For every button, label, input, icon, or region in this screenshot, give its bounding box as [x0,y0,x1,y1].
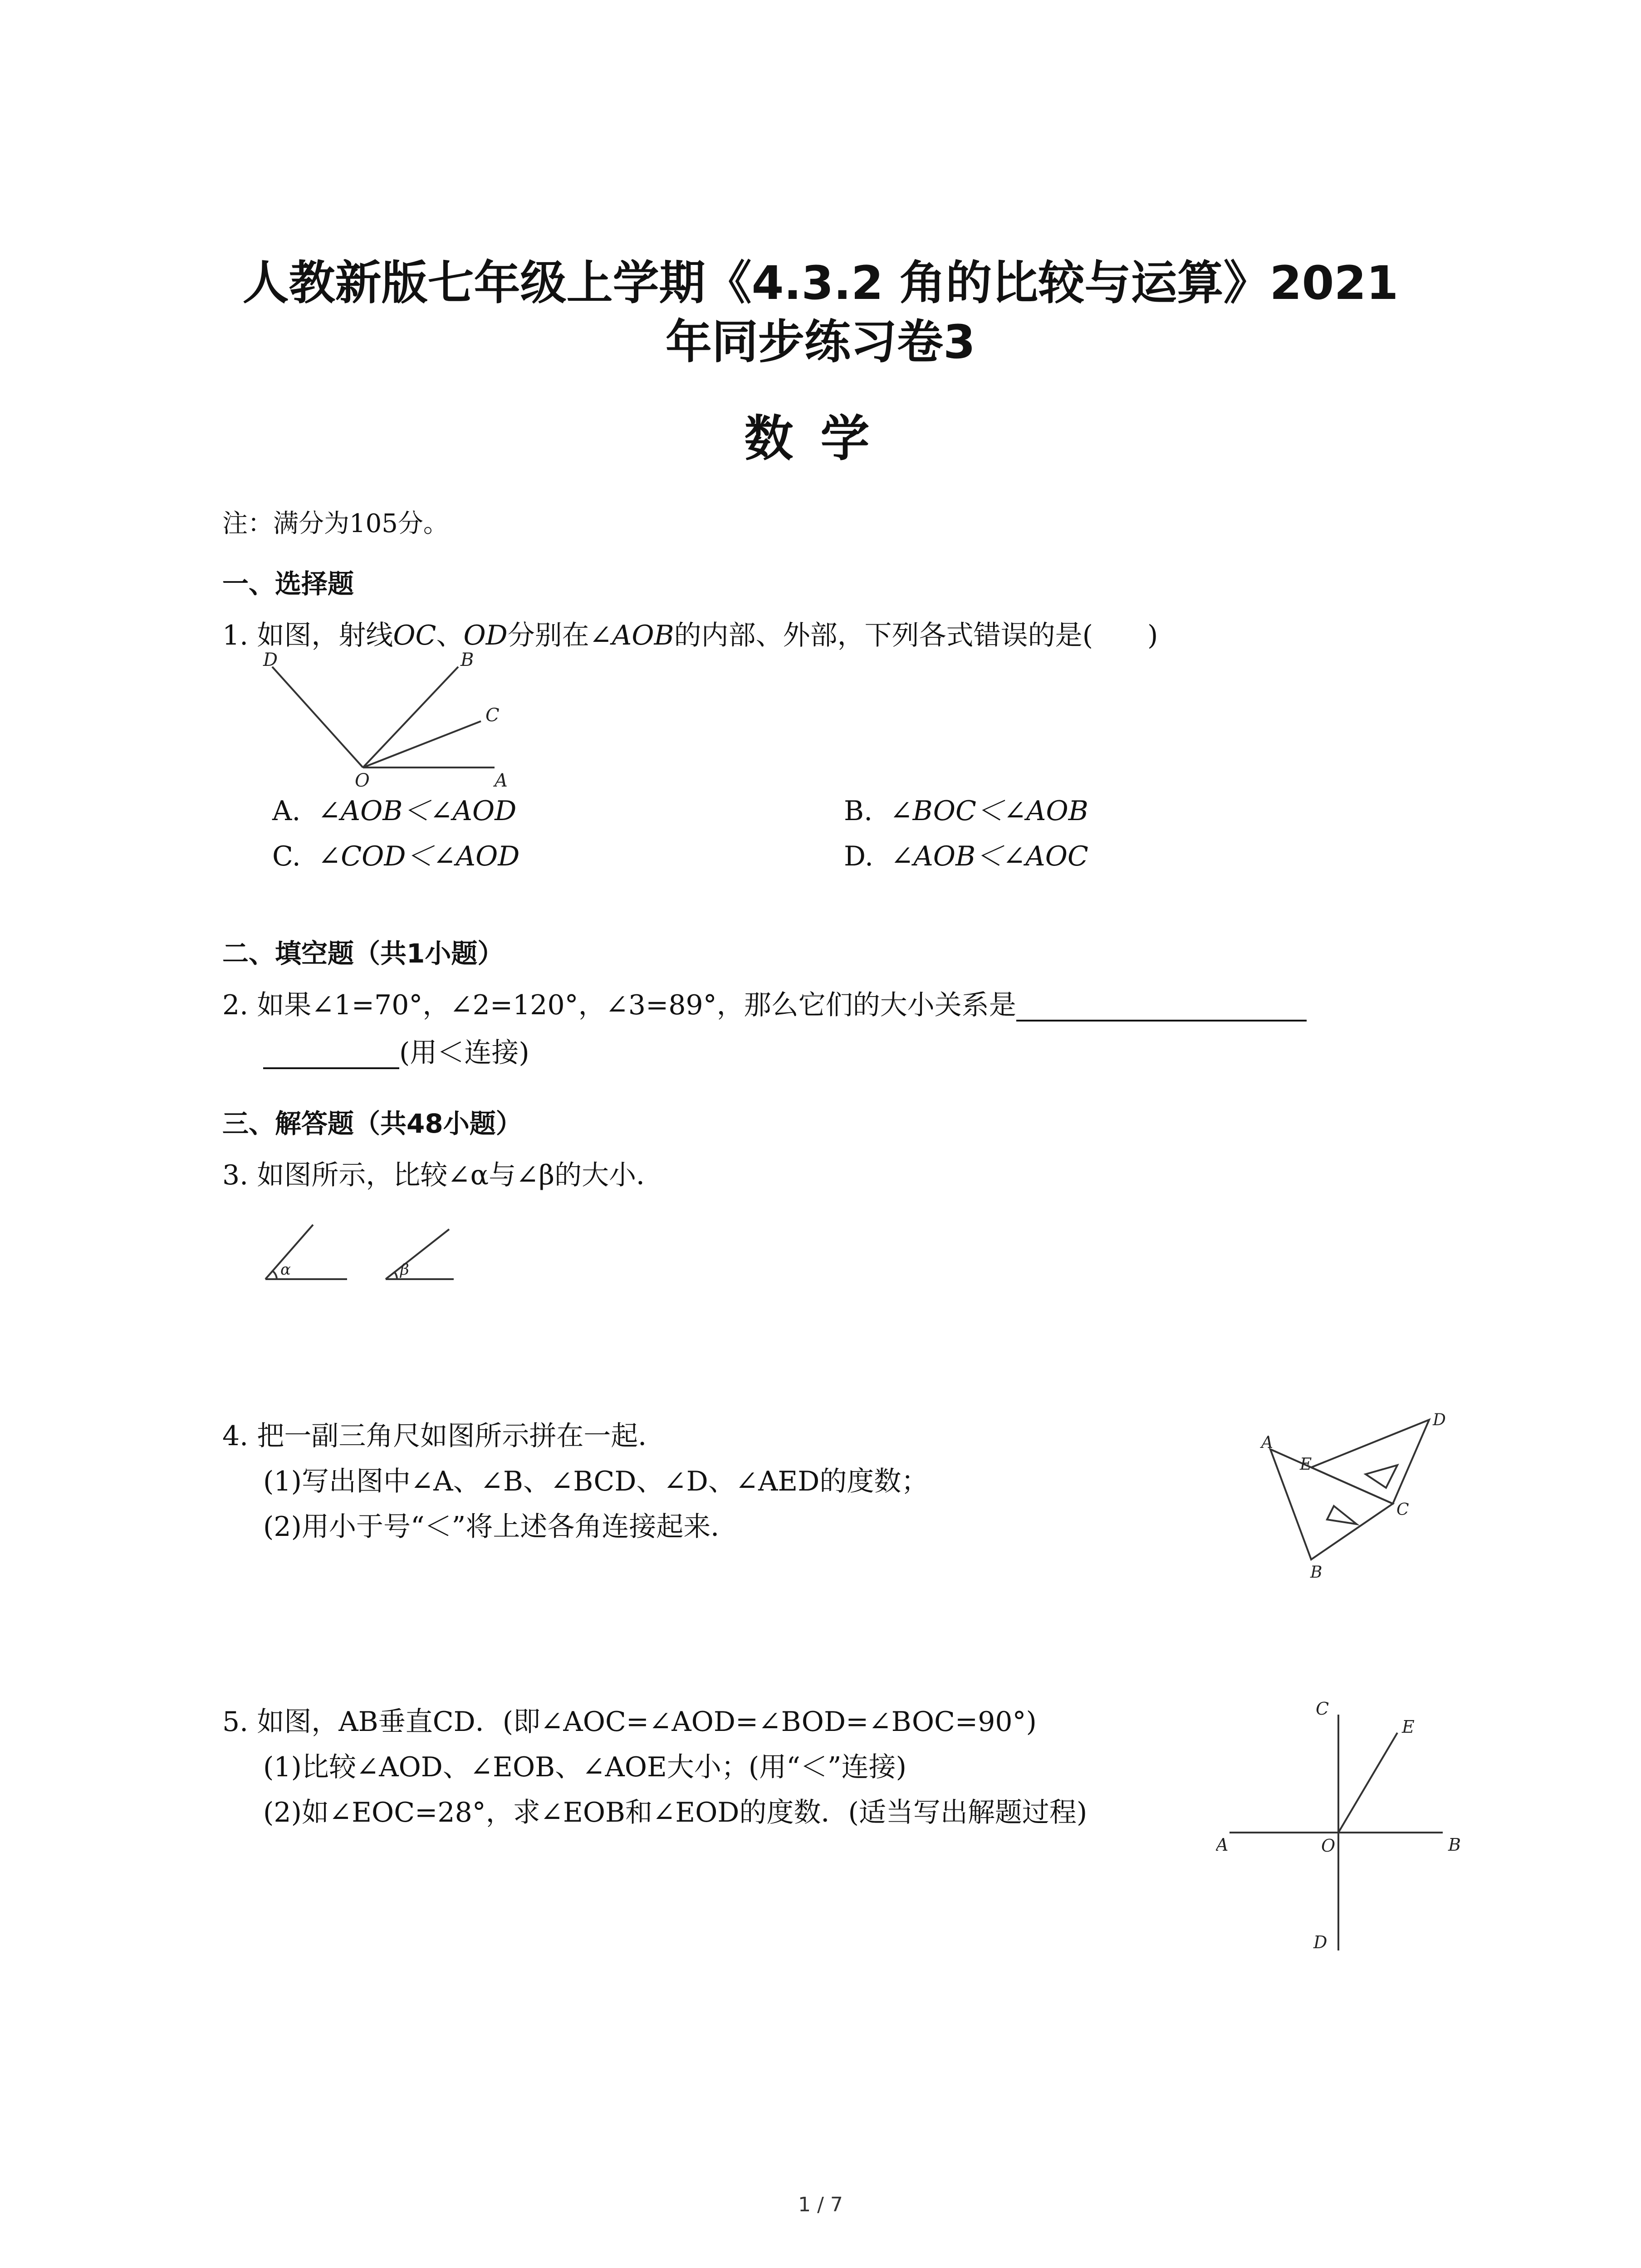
q1-od: OD [463,620,508,651]
label-e: E [1402,1717,1415,1737]
option-d-label: D. [844,841,874,872]
option-b-value: ∠BOC＜∠AOB [890,795,1088,827]
label-b: B [1448,1835,1461,1855]
question-5-line-2: (1)比较∠AOD、∠EOB、∠AOE大小；(用“＜”连接) [263,1751,906,1783]
q2-text: 2. 如果∠1=70°，∠2=120°，∠3=89°，那么它们的大小关系是 [222,989,1016,1021]
label-a: A [1261,1433,1273,1452]
q1-aob: AOB [612,620,674,651]
q5-perpendicular-figure [1216,1696,1470,1960]
label-a: A [495,770,508,791]
label-d: D [1433,1411,1446,1429]
label-b: B [1310,1563,1323,1579]
question-4-line-3: (2)用小于号“＜”将上述各角连接起来． [263,1511,738,1543]
option-a[interactable] [272,789,516,828]
q1-text-post: 的内部、外部，下列各式错误的是( ) [674,620,1158,651]
option-c-label: C. [272,841,301,872]
label-o: O [1321,1836,1336,1856]
question-5-line-3: (2)如∠EOC=28°，求∠EOB和∠EOD的度数．(适当写出解题过程) [263,1797,1087,1828]
option-c-value: ∠COD＜∠AOD [318,841,520,872]
question-4-line-2: (1)写出图中∠A、∠B、∠BCD、∠D、∠AED的度数； [263,1466,929,1497]
score-note: 注：满分为105分。 [222,509,449,538]
q4-triangle-rulers-figure [1243,1406,1461,1579]
q2-tail: (用＜连接) [399,1037,529,1069]
label-o: O [355,770,370,791]
q1-text-mid: 分别在∠ [507,620,612,651]
section-choice-heading: 一、选择题 [222,568,354,599]
label-d: D [263,650,278,670]
subject-heading: 数学 [744,411,897,467]
beta-label: β [400,1261,409,1279]
option-b[interactable] [844,789,1088,828]
q2-answer-blank-cont[interactable] [263,1039,399,1069]
ray-oc [363,721,481,767]
triangle-ruler-ecd [1311,1420,1429,1504]
q3-angles-figure [254,1216,463,1288]
option-b-label: B. [844,795,873,827]
option-c[interactable] [272,835,519,874]
page-number: 1 / 7 [798,2193,843,2216]
q1-angle-figure [254,649,535,794]
label-e: E [1300,1455,1312,1474]
ray-ob [363,667,458,767]
page-title-line-1: 人教新版七年级上学期《4.3.2 角的比较与运算》2021 [242,256,1399,310]
section-answer-heading: 三、解答题（共48小题） [222,1108,522,1139]
question-4-line-1: 4. 把一副三角尺如图所示拼在一起． [222,1420,666,1452]
label-c: C [1396,1501,1409,1519]
triangle-ruler-abc [1270,1449,1393,1559]
alpha-label: α [280,1261,291,1279]
page-title-line-2: 年同步练习卷3 [666,315,975,369]
ray-od [272,667,363,767]
question-3-text: 3. 如图所示，比较∠α与∠β的大小． [222,1159,664,1191]
q1-text-pre: 1. 如图，射线 [222,620,393,651]
q1-sep: 、 [436,620,464,651]
label-a: A [1216,1835,1229,1855]
option-a-label: A. [272,795,301,827]
question-2-text-cont [263,1036,529,1069]
section-fill-heading: 二、填空题（共1小题） [222,938,504,969]
label-c: C [485,705,500,726]
label-b: B [460,650,474,670]
question-1-text [222,619,1158,652]
q1-oc: OC [393,620,436,651]
q2-answer-blank[interactable] [1016,992,1307,1022]
question-5-line-1: 5. 如图，AB垂直CD．(即∠AOC=∠AOD=∠BOD=∠BOC=90°) [222,1706,1037,1738]
label-d: D [1313,1932,1327,1952]
option-d[interactable] [844,835,1088,874]
question-2-text [222,989,1307,1022]
ray-oe [1338,1733,1397,1833]
label-c: C [1316,1699,1329,1719]
option-a-value: ∠AOB＜∠AOD [318,795,517,827]
option-d-value: ∠AOB＜∠AOC [891,841,1088,872]
